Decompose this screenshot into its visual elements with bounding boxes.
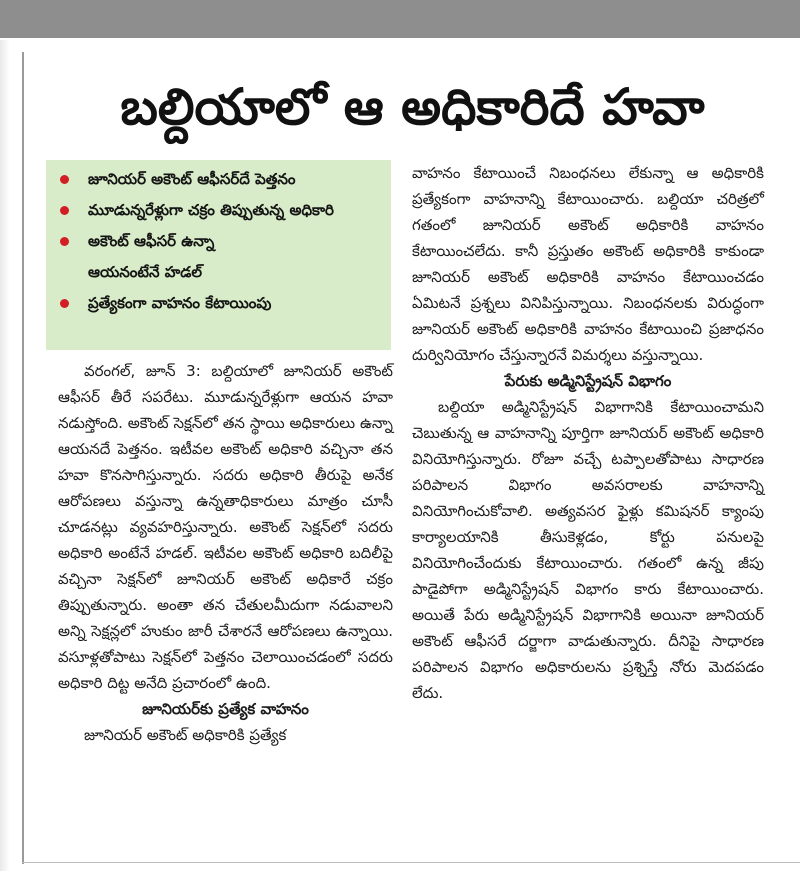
highlight-item [58, 230, 385, 283]
article-column-left [58, 358, 393, 748]
highlight-text: జూనియర్ అకౌంట్ ఆఫీసర్‌దే పెత్తనం [88, 170, 296, 188]
page-left-edge [0, 40, 10, 871]
article-column-right [412, 160, 764, 706]
section-subheading: పేరుకు అడ్మినిస్ట్రేషన్ విభాగం [504, 372, 672, 390]
body-paragraph: జూనియర్ అకౌంట్ అధికారికి ప్రత్యేక [84, 726, 287, 744]
bullet-dot-icon [60, 299, 69, 308]
highlight-item [58, 292, 385, 314]
body-paragraph: వాహనం కేటాయించే నిబంధనలు లేకున్నా ఆ అధికారికి ప్రత్యేకంగా వాహనాన్ని కేటాయించారు. బల్దియా చరిత్రలో గతంలో జూనియర్ అకౌంట్ అధికారికి వాహనం కేటాయించలేదు. కానీ ప్రస్తుతం అకౌంట్ అధికారికి కాకుండా జూనియర్ అకౌంట్ అధికారికి వాహనం కేటాయించడం ఏమిటనే ప్రశ్నలు వినిపిస్తున్నాయి. నిబంధనలకు విరుద్ధంగా జూనియర్ అకౌంట్ అధికారికి వాహనం కేటాయించి ప్రజాధనం దుర్వినియోగం చేస్తున్నారనే విమర్శలు వస్తున్నాయి. [412, 164, 764, 364]
highlight-text-continued: ఆయనంటేనే హడల్ [88, 263, 202, 281]
highlight-text: అకౌంట్ ఆఫీసర్ ఉన్నా [88, 232, 215, 250]
top-banner-bar [0, 0, 800, 38]
bullet-dot-icon [60, 206, 69, 215]
highlight-text: మూడున్నరేళ్లుగా చక్రం తిప్పుతున్న అధికారి [88, 201, 334, 219]
article-headline: బల్దియాలో ఆ అధికారిదే హవా [120, 78, 705, 136]
bullet-dot-icon [60, 237, 69, 246]
highlight-item [58, 168, 385, 190]
highlight-text: ప్రత్యేకంగా వాహనం కేటాయింపు [88, 294, 272, 312]
highlight-item [58, 199, 385, 221]
body-paragraph: వరంగల్, జూన్ 3: బల్దియాలో జూనియర్ అకౌంట్ ఆఫీసర్ తీరే సపరేటు. మూడున్నరేళ్లుగా ఆయన హవా నడుస్తోంది. అకౌంట్ సెక్షన్‌లో తన స్థాయి అధికారులు ఉన్నా ఆయనదే పెత్తనం. ఇటీవల అకౌంట్ అధికారి వచ్చినా తన హవా కొనసాగిస్తున్నారు. సదరు అధికారి తీరుపై అనేక ఆరోపణలు వస్తున్నా ఉన్నతాధికారులు మాత్రం చూసీ చూడనట్లు వ్యవహరిస్తున్నారు. అకౌంట్ సెక్షన్‌లో సదరు అధికారి అంటేనే హడల్. ఇటీవల అకౌంట్ అధికారి బదిలీపై వచ్చినా సెక్షన్‌లో జూనియర్ అకౌంట్ అధికారే చక్రం తిప్పుతున్నారు. అంతా తన చేతులమీదుగా నడువాలని అన్ని సెక్షన్లలో హుకుం జారీ చేశారనే ఆరోపణలు ఉన్నాయి. వసూళ్లతోపాటు సెక్షన్‌లో పెత్తనం చెలాయించడంలో సదరు అధికారి దిట్ట అనేది ప్రచారంలో ఉంది. [58, 362, 393, 692]
body-paragraph: బల్దియా అడ్మినిస్ట్రేషన్ విభాగానికి కేటాయించామని చెబుతున్న ఆ వాహనాన్ని పూర్తిగా జూనియర్ అకౌంట్ అధికారి వినియోగిస్తున్నారు. రోజూ వచ్చే టప్పాలతోపాటు సాధారణ పరిపాలన విభాగం అవసరాలకు వాహనాన్ని వినియోగించుకోవాలి. అత్యవసర ఫైళ్లు కమిషనర్ క్యాంపు కార్యాలయానికి తీసుకెళ్లడం, కోర్టు పనులపై వినియోగించేందుకు కేటాయించారు. గతంలో ఉన్న జీపు పాడైపోగా అడ్మినిస్ట్రేషన్ విభాగం కారు కేటాయించారు. అయితే పేరు అడ్మినిస్ట్రేషన్ విభాగానికి అయినా జూనియర్ అకౌంట్ ఆఫీసరే దర్జాగా వాడుతున్నారు. దీనిపై సాధారణ పరిపాలన విభాగం అధికారులను ప్రశ్నిస్తే నోరు మెదపడం లేదు. [412, 398, 764, 702]
bullet-dot-icon [60, 175, 69, 184]
section-subheading: జూనియర్‌కు ప్రత్యేక వాహనం [142, 700, 309, 718]
column-rule-bottom [22, 862, 800, 863]
highlights-box [46, 160, 391, 350]
column-rule-left [22, 52, 24, 864]
